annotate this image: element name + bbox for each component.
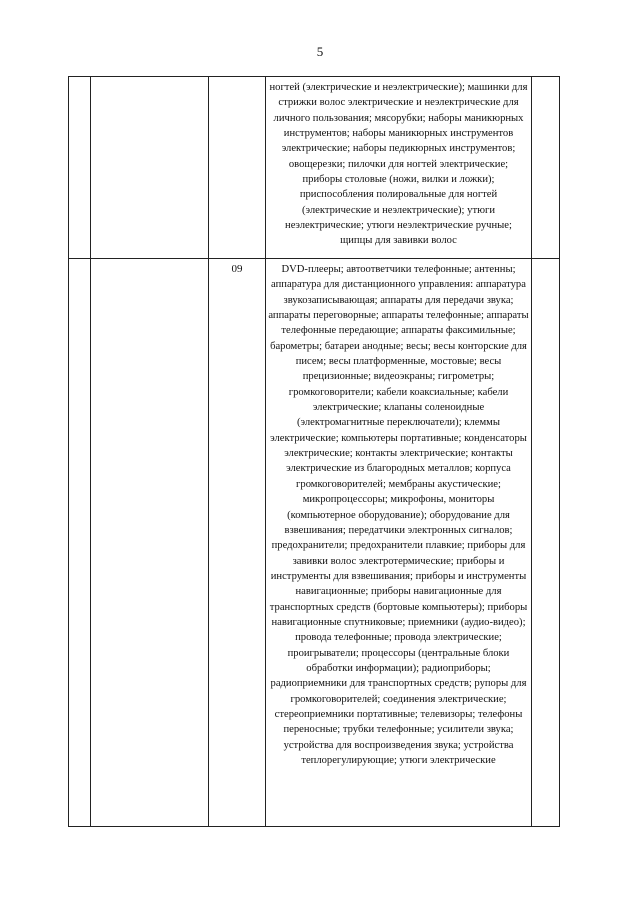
notes-cell	[532, 259, 560, 827]
class-number-cell	[209, 77, 266, 259]
goods-list-cell: DVD-плееры; автоответчики телефонные; антенны; аппаратура для дистанционного управления: аппаратура звукозаписывающая; аппараты для передачи звука; аппараты переговорные; аппараты телефонные; аппараты телефонные передающие; аппараты факсимильные; барометры; батареи анодные; весы; весы конторские для писем; весы платформенные, мостовые; весы прецизионные; видеоэкраны; гигрометры; громкоговорители; кабели коаксиальные; кабели электрические; клапаны соленоидные (электромагнитные переключатели); клеммы электрические; компьютеры портативные; конденсаторы электрические; контакты электрические; контакты электрические из благородных металлов; корпуса громкоговорителей; мембраны акустические; микропроцессоры; микрофоны, мониторы (компьютерное оборудование); оборудование для взвешивания; передатчики электронных сигналов; предохранители; предохранители плавкие; приборы для завивки волос электротермические; приборы и инструменты для взвешивания; приборы и инструменты навигационные; приборы навигационные для транспортных средств (бортовые компьютеры); приборы навигационные спутниковые; приемники (аудио-видео); провода телефонные; провода электрические; проигрыватели; процессоры (центральные блоки обработки информации); радиоприборы; радиоприемники для транспортных средств; рупоры для громкоговорителей; соединения электрические; стереоприемники портативные; телевизоры; телефоны переносные; трубки телефонные; усилители звука; устройства для воспроизведения звука; устройства теплорегулирующие; утюги электрические	[266, 259, 532, 827]
row-index-cell	[69, 259, 91, 827]
table-row	[69, 77, 560, 259]
applicant-cell	[91, 77, 209, 259]
page-number: 5	[316, 44, 324, 59]
class-number-cell: 09	[209, 259, 266, 827]
applicant-cell	[91, 259, 209, 827]
notes-cell	[532, 77, 560, 259]
row-index-cell	[69, 77, 91, 259]
goods-classification-table	[68, 76, 560, 827]
goods-list-cell: ногтей (электрические и неэлектрические); машинки для стрижки волос электрические и неэлектрические для личного пользования; мясорубки; наборы маникюрных инструментов; наборы маникюрных инструментов электрические; наборы педикюрных инструментов; овощерезки; пилочки для ногтей электрические; приборы столовые (ножи, вилки и ложки); приспособления полировальные для ногтей (электрические и неэлектрические); утюги неэлектрические; утюги неэлектрические ручные; щипцы для завивки волос	[266, 77, 532, 259]
table-row	[69, 259, 560, 827]
